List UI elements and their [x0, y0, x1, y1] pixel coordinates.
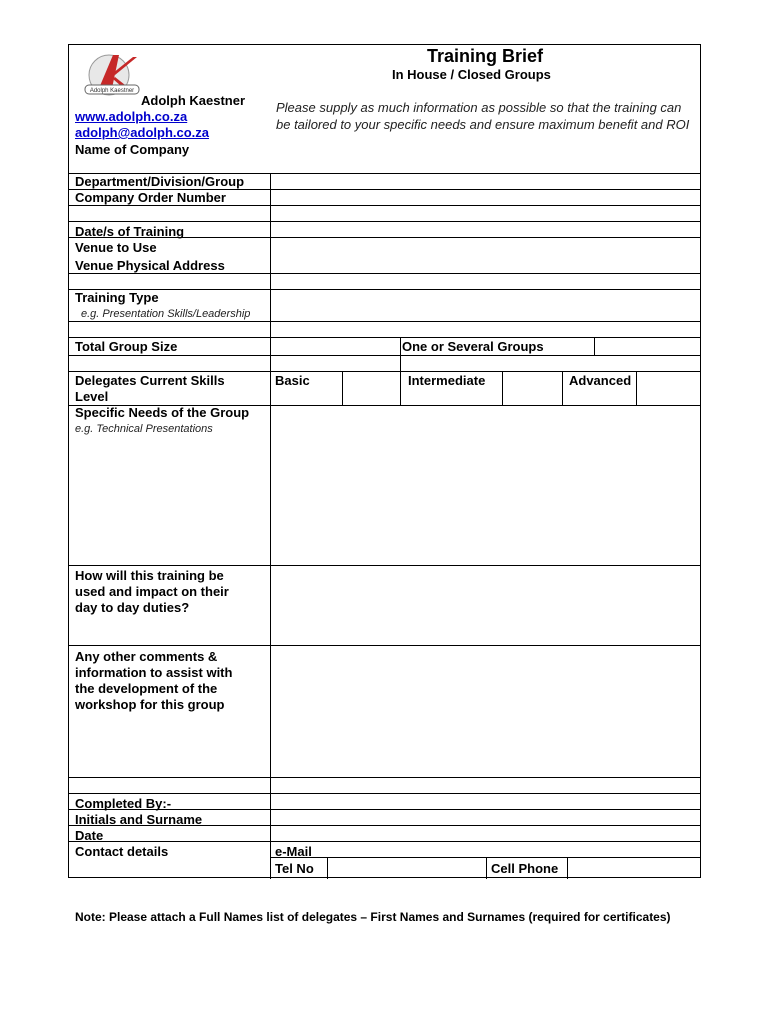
label-venue: Venue to Use [75, 240, 157, 255]
label-dates: Date/s of Training [75, 224, 185, 239]
label-impact-3: day to day duties? [75, 600, 190, 615]
cell-field[interactable] [568, 858, 701, 879]
label-comments-1: Any other comments & [75, 649, 218, 664]
label-impact-2: used and impact on their [75, 584, 229, 599]
label-comments-3: the development of the [75, 681, 218, 696]
venue-address-field[interactable] [271, 238, 701, 273]
label-comments-4: workshop for this group [75, 697, 225, 712]
option-advanced: Advanced [569, 373, 632, 388]
order-number-field[interactable] [271, 190, 701, 205]
department-field[interactable] [271, 174, 701, 189]
label-department: Department/Division/Group [75, 174, 245, 189]
tel-field[interactable] [328, 858, 486, 879]
training-type-example: e.g. Presentation Skills/Leadership [81, 308, 251, 320]
training-brief-form [68, 44, 701, 878]
company-name-text: Adolph Kaestner [141, 93, 246, 108]
date-field[interactable] [271, 826, 701, 841]
comments-field[interactable] [271, 646, 701, 777]
one-or-several-field[interactable] [595, 338, 701, 355]
basic-checkbox[interactable] [343, 372, 400, 405]
label-skills-level-2: Level [75, 389, 109, 404]
page-subtitle: In House / Closed Groups [392, 67, 551, 82]
label-cell: Cell Phone [491, 861, 559, 876]
label-venue-address: Venue Physical Address [75, 258, 225, 273]
group-size-field[interactable] [271, 338, 399, 355]
label-group-size: Total Group Size [75, 339, 178, 354]
label-skills-level-1: Delegates Current Skills [75, 373, 225, 388]
label-initials: Initials and Surname [75, 812, 203, 827]
website-link[interactable]: www.adolph.co.za [75, 109, 188, 124]
svg-text:Adolph Kaestner: Adolph Kaestner [89, 88, 135, 94]
specific-needs-example: e.g. Technical Presentations [75, 423, 213, 435]
label-date: Date [75, 828, 104, 843]
instruction-line-1: Please supply as much information as possible so that the training can [276, 100, 682, 115]
label-completed-by: Completed By:- [75, 796, 172, 811]
email-link[interactable]: adolph@adolph.co.za [75, 125, 210, 140]
label-specific-needs: Specific Needs of the Group [75, 405, 250, 420]
label-training-type: Training Type [75, 290, 159, 305]
label-email: e-Mail [275, 844, 312, 859]
company-name-field[interactable] [271, 142, 701, 173]
dates-field[interactable] [271, 222, 701, 237]
impact-field[interactable] [271, 566, 701, 645]
label-contact: Contact details [75, 844, 169, 859]
label-tel: Tel No [275, 861, 314, 876]
option-basic: Basic [275, 373, 310, 388]
label-impact-1: How will this training be [75, 568, 224, 583]
company-logo [79, 49, 149, 101]
footer-note: Note: Please attach a Full Names list of delegates – First Names and Surnames (required for certificates) [75, 910, 671, 924]
initials-field[interactable] [271, 810, 701, 825]
option-intermediate: Intermediate [408, 373, 486, 388]
page-title: Training Brief [427, 46, 544, 66]
label-comments-2: information to assist with [75, 665, 233, 680]
instruction-line-2: be tailored to your specific needs and ensure maximum benefit and ROI [276, 117, 690, 132]
label-order-number: Company Order Number [75, 190, 226, 205]
advanced-checkbox[interactable] [637, 372, 701, 405]
label-company-name: Name of Company [75, 142, 190, 157]
training-type-field[interactable] [271, 290, 701, 321]
intermediate-checkbox[interactable] [503, 372, 562, 405]
label-one-or-several: One or Several Groups [402, 339, 544, 354]
specific-needs-field[interactable] [271, 406, 701, 565]
